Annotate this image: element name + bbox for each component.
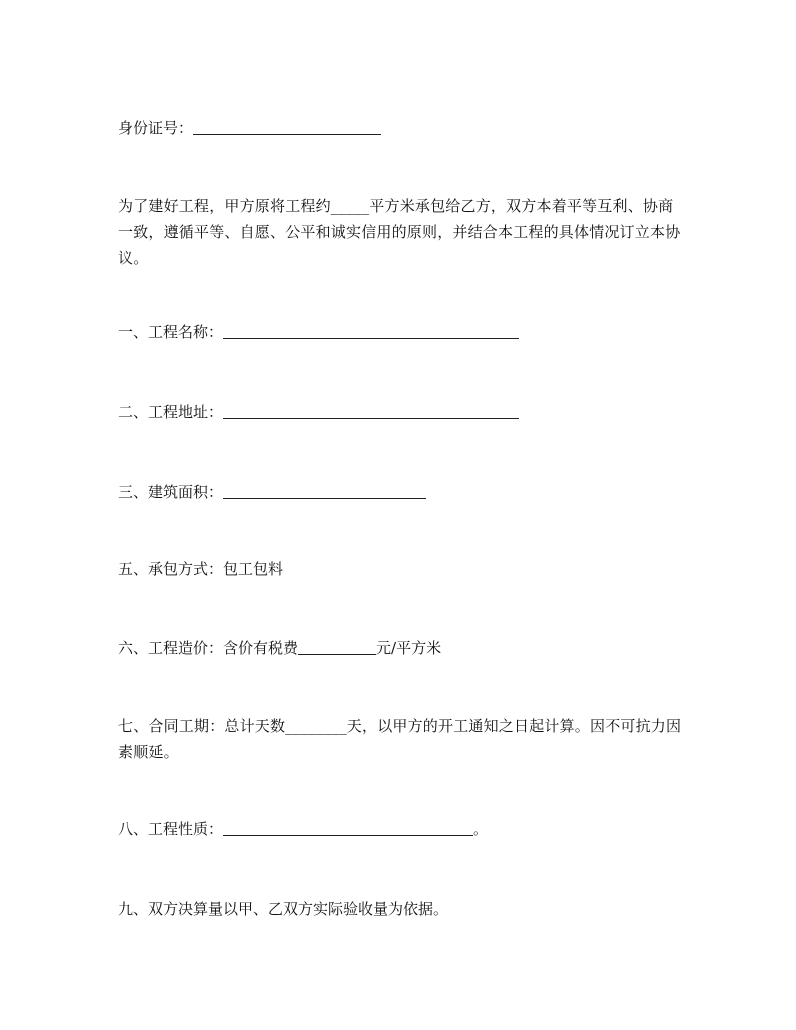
project-name-line xyxy=(118,319,683,345)
project-address-blank xyxy=(223,402,519,419)
project-nature-label: 八、工程性质： xyxy=(118,820,224,838)
project-address-line xyxy=(118,399,683,425)
settlement-line xyxy=(118,896,683,922)
project-nature-period: 。 xyxy=(473,820,489,838)
settlement-text: 九、双方决算量以甲、乙双方实际验收量为依据。 xyxy=(118,900,449,918)
contract-method-label: 五、承包方式：包工包料 xyxy=(118,560,284,578)
project-address-label: 二、工程地址： xyxy=(118,403,224,421)
project-name-blank xyxy=(223,322,519,339)
project-price-unit: 元/平方米 xyxy=(376,639,442,657)
project-nature-line xyxy=(118,816,683,842)
id-number-blank xyxy=(193,118,381,135)
contract-method-line xyxy=(118,556,683,582)
building-area-label: 三、建筑面积： xyxy=(118,483,224,501)
project-nature-blank xyxy=(223,819,473,836)
building-area-blank xyxy=(223,482,426,499)
project-price-line xyxy=(118,635,683,661)
project-price-blank xyxy=(298,638,376,655)
intro-paragraph: 为了建好工程，甲方原将工程约_____平方米承包给乙方，双方本着平等互利、协商一致，遵循平等、自愿、公平和诚实信用的原则，并结合本工程的具体情况订立本协议。 xyxy=(118,197,681,267)
id-number-label: 身份证号： xyxy=(118,119,194,137)
building-area-line xyxy=(118,479,683,505)
id-number-line xyxy=(118,115,683,141)
project-name-label: 一、工程名称： xyxy=(118,323,224,341)
contract-period-paragraph: 七、合同工期：总计天数________天，以甲方的开工通知之日起计算。因不可抗力因素顺延。 xyxy=(118,717,682,761)
project-price-label: 六、工程造价：含价有税费 xyxy=(118,639,299,657)
